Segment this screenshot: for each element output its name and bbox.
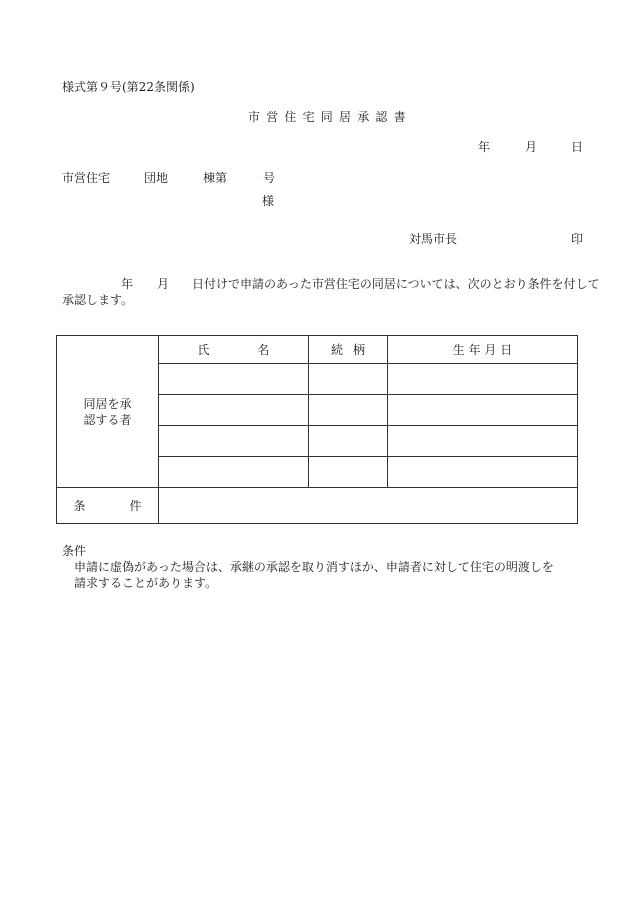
header-name — [159, 336, 309, 364]
body-month-label: 月 — [157, 277, 170, 291]
table-header-row — [57, 336, 578, 364]
name-cell — [159, 395, 309, 426]
address-complex-label: 団地 — [144, 171, 169, 185]
address-building-label: 棟第 — [203, 171, 228, 185]
date-year-label: 年 — [478, 140, 491, 154]
group-label-line1: 同居を承 — [83, 396, 132, 411]
condition-label-part2: 件 — [129, 499, 142, 513]
cohabitants-table — [56, 335, 578, 524]
header-relation-part2: 柄 — [353, 343, 366, 357]
condition-label-part1: 条 — [73, 499, 86, 513]
conditions-text-line2: 請求することがあります。 — [74, 576, 218, 590]
dob-cell — [388, 364, 578, 395]
header-name-part2: 名 — [257, 343, 270, 357]
condition-label-cell — [57, 488, 159, 524]
seal-mark: 印 — [571, 232, 584, 246]
relation-cell — [309, 457, 388, 488]
form-number: 様式第９号(第22条関係) — [62, 80, 195, 94]
relation-cell — [309, 426, 388, 457]
issuer-name: 対馬市長 — [409, 232, 458, 246]
dob-cell — [388, 457, 578, 488]
relation-cell — [309, 395, 388, 426]
date-month-label: 月 — [525, 140, 538, 154]
name-cell — [159, 364, 309, 395]
group-label-cell — [57, 336, 159, 488]
body-text-line2: 承認します。 — [62, 293, 134, 307]
condition-value-cell — [159, 488, 578, 524]
name-cell — [159, 426, 309, 457]
header-name-part1: 氏 — [197, 343, 210, 357]
conditions-heading: 条件 — [62, 544, 87, 558]
document-title: 市営住宅同居承認書 — [248, 110, 412, 124]
honorific: 様 — [262, 194, 275, 208]
conditions-text-line1: 申請に虚偽があった場合は、承継の承認を取り消すほか、申請者に対して住宅の明渡しを — [74, 560, 554, 574]
date-day-label: 日 — [571, 140, 584, 154]
header-relation — [309, 336, 388, 364]
header-dob: 生 年 月 日 — [388, 336, 578, 364]
condition-row — [57, 488, 578, 524]
name-cell — [159, 457, 309, 488]
body-year-label: 年 — [121, 277, 134, 291]
dob-cell — [388, 395, 578, 426]
address-number-label: 号 — [263, 171, 276, 185]
dob-cell — [388, 426, 578, 457]
group-label-line2: 認する者 — [83, 412, 132, 427]
relation-cell — [309, 364, 388, 395]
header-relation-part1: 続 — [330, 343, 343, 357]
address-housing-label: 市営住宅 — [62, 171, 111, 185]
body-text-line1: 日付けで申請のあった市営住宅の同居については、次のとおり条件を付して — [192, 277, 600, 291]
